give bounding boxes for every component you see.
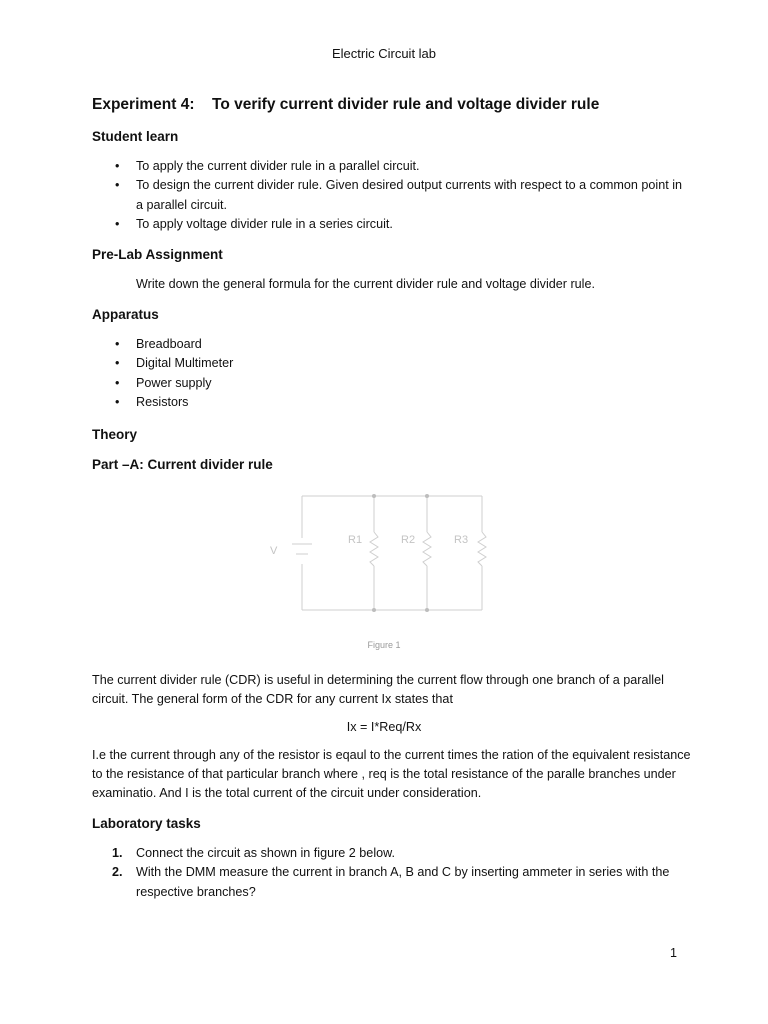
theory-heading: Theory: [92, 427, 138, 442]
list-item: • Power supply: [92, 374, 692, 393]
student-learn-list: [92, 157, 692, 234]
experiment-number: Experiment 4:: [92, 96, 195, 113]
list-item: • To design the current divider rule. Given desired output currents with respect to a common point in a parallel circuit.: [92, 176, 692, 215]
cdr-paragraph: The current divider rule (CDR) is useful in determining the current flow through one branch of a parallel circuit. The general form of the CDR for any current Ix states that: [92, 673, 664, 706]
list-item: [92, 844, 692, 863]
list-item: • Breadboard: [92, 335, 692, 354]
item-text: Connect the circuit as shown in figure 2 below.: [136, 846, 396, 860]
page-header: Electric Circuit lab: [331, 46, 437, 61]
item-number: 2.: [112, 865, 123, 880]
voltage-label: V: [270, 545, 278, 557]
experiment-title-text: To verify current divider rule and voltage divider rule: [212, 96, 600, 113]
r1-label: R1: [348, 534, 363, 546]
lab-tasks-heading: Laboratory tasks: [92, 816, 201, 831]
lab-tasks-list: [92, 844, 692, 902]
item-text: With the DMM measure the current in branch A, B and C by inserting ammeter in series with the respective branches?: [136, 865, 670, 899]
list-item: [92, 863, 692, 902]
apparatus-heading: Apparatus: [92, 307, 159, 322]
list-item: • Digital Multimeter: [92, 354, 692, 373]
r2-label: R2: [401, 534, 416, 546]
prelab-heading: Pre-Lab Assignment: [92, 247, 223, 262]
apparatus-list: [92, 335, 692, 412]
part-a-heading: Part –A: Current divider rule: [92, 457, 273, 472]
cdr-explanation: I.e the current through any of the resistor is eqaul to the current times the ration of the equivalent resistance to the resistance of that particular branch where , req is the total resistance of the paralle branches under examinatio. And I is the total current of the circuit under consideration.: [92, 748, 691, 800]
parallel-circuit-diagram: [262, 488, 502, 628]
student-learn-heading: Student learn: [92, 129, 179, 144]
item-number: 1.: [112, 846, 123, 860]
experiment-title: [92, 96, 599, 114]
r3-label: R3: [454, 534, 469, 546]
list-item: • Resistors: [92, 393, 692, 412]
figure-caption: Figure 1: [367, 640, 401, 650]
list-item: • To apply voltage divider rule in a series circuit.: [92, 215, 692, 234]
cdr-formula: Ix = I*Req/Rx: [346, 720, 422, 734]
page-number: 1: [670, 946, 678, 960]
list-item: • To apply the current divider rule in a parallel circuit.: [92, 157, 692, 176]
prelab-text: Write down the general formula for the current divider rule and voltage divider rule.: [136, 277, 595, 291]
